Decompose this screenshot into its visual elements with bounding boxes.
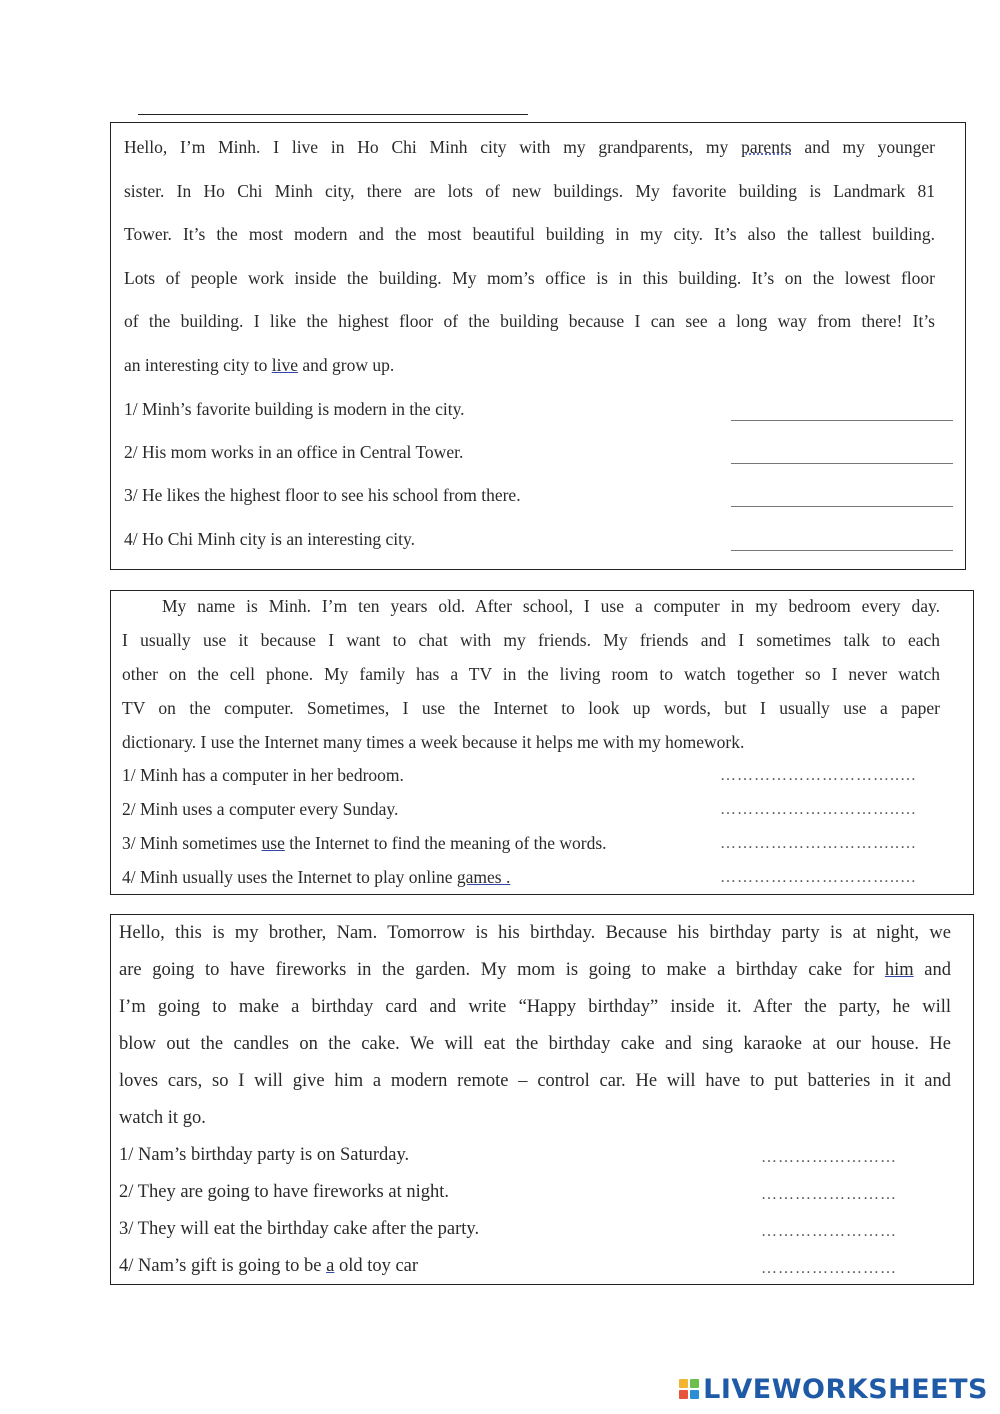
- passage-line: sister. In Ho Chi Minh city, there are lots of new buildings. My favorite building is Landmark 81: [124, 181, 935, 201]
- passage-line: Lots of people work inside the building. My mom’s office is in this building. It’s on the lowest floor: [124, 268, 935, 288]
- answer-blank-2[interactable]: ……………………: [761, 1186, 897, 1203]
- question-1: 1/ Minh has a computer in her bedroom.: [122, 765, 404, 785]
- cutoff-heading: [138, 110, 588, 122]
- passage-line: an interesting city to live and grow up.: [124, 355, 395, 375]
- answer-blank-1[interactable]: …………………………..…: [720, 767, 917, 784]
- passage-line: are going to have fireworks in the garden. My mom is going to make a birthday cake for him and: [119, 960, 951, 980]
- passage-line: blow out the candles on the cake. We will eat the birthday cake and sing karaoke at our house. He: [119, 1034, 951, 1054]
- passage-line: Hello, I’m Minh. I live in Ho Chi Minh city with my grandparents, my parents and my younger: [124, 137, 935, 157]
- answer-blank-3[interactable]: ……………………: [761, 1223, 897, 1240]
- liveworksheets-mark-icon: [679, 1379, 699, 1399]
- passage-line: of the building. I like the highest floor of the building because I can see a long way from there! It’s: [124, 311, 935, 331]
- question-3: 3/ He likes the highest floor to see his school from there.: [124, 485, 521, 505]
- reading-passage-1: [110, 122, 966, 570]
- question-4: 4/ Ho Chi Minh city is an interesting city.: [124, 529, 415, 549]
- reading-passage-2: [110, 590, 974, 895]
- passage-line: Hello, this is my brother, Nam. Tomorrow is his birthday. Because his birthday party is at night, we: [119, 923, 951, 943]
- question-1: 1/ Nam’s birthday party is on Saturday.: [119, 1145, 410, 1165]
- reading-passage-3: [110, 914, 974, 1285]
- question-3: 3/ Minh sometimes use the Internet to find the meaning of the words.: [122, 833, 607, 853]
- question-4: 4/ Minh usually uses the Internet to play online games .: [122, 867, 511, 887]
- liveworksheets-logo[interactable]: [679, 1374, 988, 1404]
- passage-line: loves cars, so I will give him a modern remote – control car. He will have to put batteries in it and: [119, 1071, 951, 1091]
- question-4: 4/ Nam’s gift is going to be a old toy car: [119, 1256, 419, 1276]
- answer-blank-4[interactable]: ……………………: [761, 1260, 897, 1277]
- answer-blank-1[interactable]: [731, 420, 953, 421]
- question-3: 3/ They will eat the birthday cake after the party.: [119, 1219, 480, 1239]
- answer-blank-3[interactable]: …………………………..…: [720, 835, 917, 852]
- question-2: 2/ His mom works in an office in Central Tower.: [124, 442, 464, 462]
- answer-blank-1[interactable]: ……………………: [761, 1149, 897, 1166]
- passage-line: I’m going to make a birthday card and write “Happy birthday” inside it. After the party, he will: [119, 997, 951, 1017]
- answer-blank-2[interactable]: …………………………..…: [720, 801, 917, 818]
- passage-line: watch it go.: [119, 1108, 206, 1128]
- answer-blank-4[interactable]: [731, 550, 953, 551]
- logo-text: LIVEWORKSHEETS: [703, 1373, 988, 1405]
- question-1: 1/ Minh’s favorite building is modern in the city.: [124, 399, 465, 419]
- passage-line: dictionary. I use the Internet many times a week because it helps me with my homework.: [122, 732, 745, 752]
- question-2: 2/ Minh uses a computer every Sunday.: [122, 799, 399, 819]
- answer-blank-3[interactable]: [731, 506, 953, 507]
- passage-line: other on the cell phone. My family has a TV in the living room to watch together so I never watch: [122, 664, 940, 684]
- passage-line: My name is Minh. I’m ten years old. After school, I use a computer in my bedroom every day.: [162, 596, 940, 616]
- passage-line: Tower. It’s the most modern and the most beautiful building in my city. It’s also the tallest building.: [124, 224, 935, 244]
- passage-line: I usually use it because I want to chat with my friends. My friends and I sometimes talk to each: [122, 630, 940, 650]
- answer-blank-2[interactable]: [731, 463, 953, 464]
- answer-blank-4[interactable]: …………………………..…: [720, 869, 917, 886]
- passage-line: TV on the computer. Sometimes, I use the Internet to look up words, but I usually use a paper: [122, 698, 940, 718]
- question-2: 2/ They are going to have fireworks at night.: [119, 1182, 450, 1202]
